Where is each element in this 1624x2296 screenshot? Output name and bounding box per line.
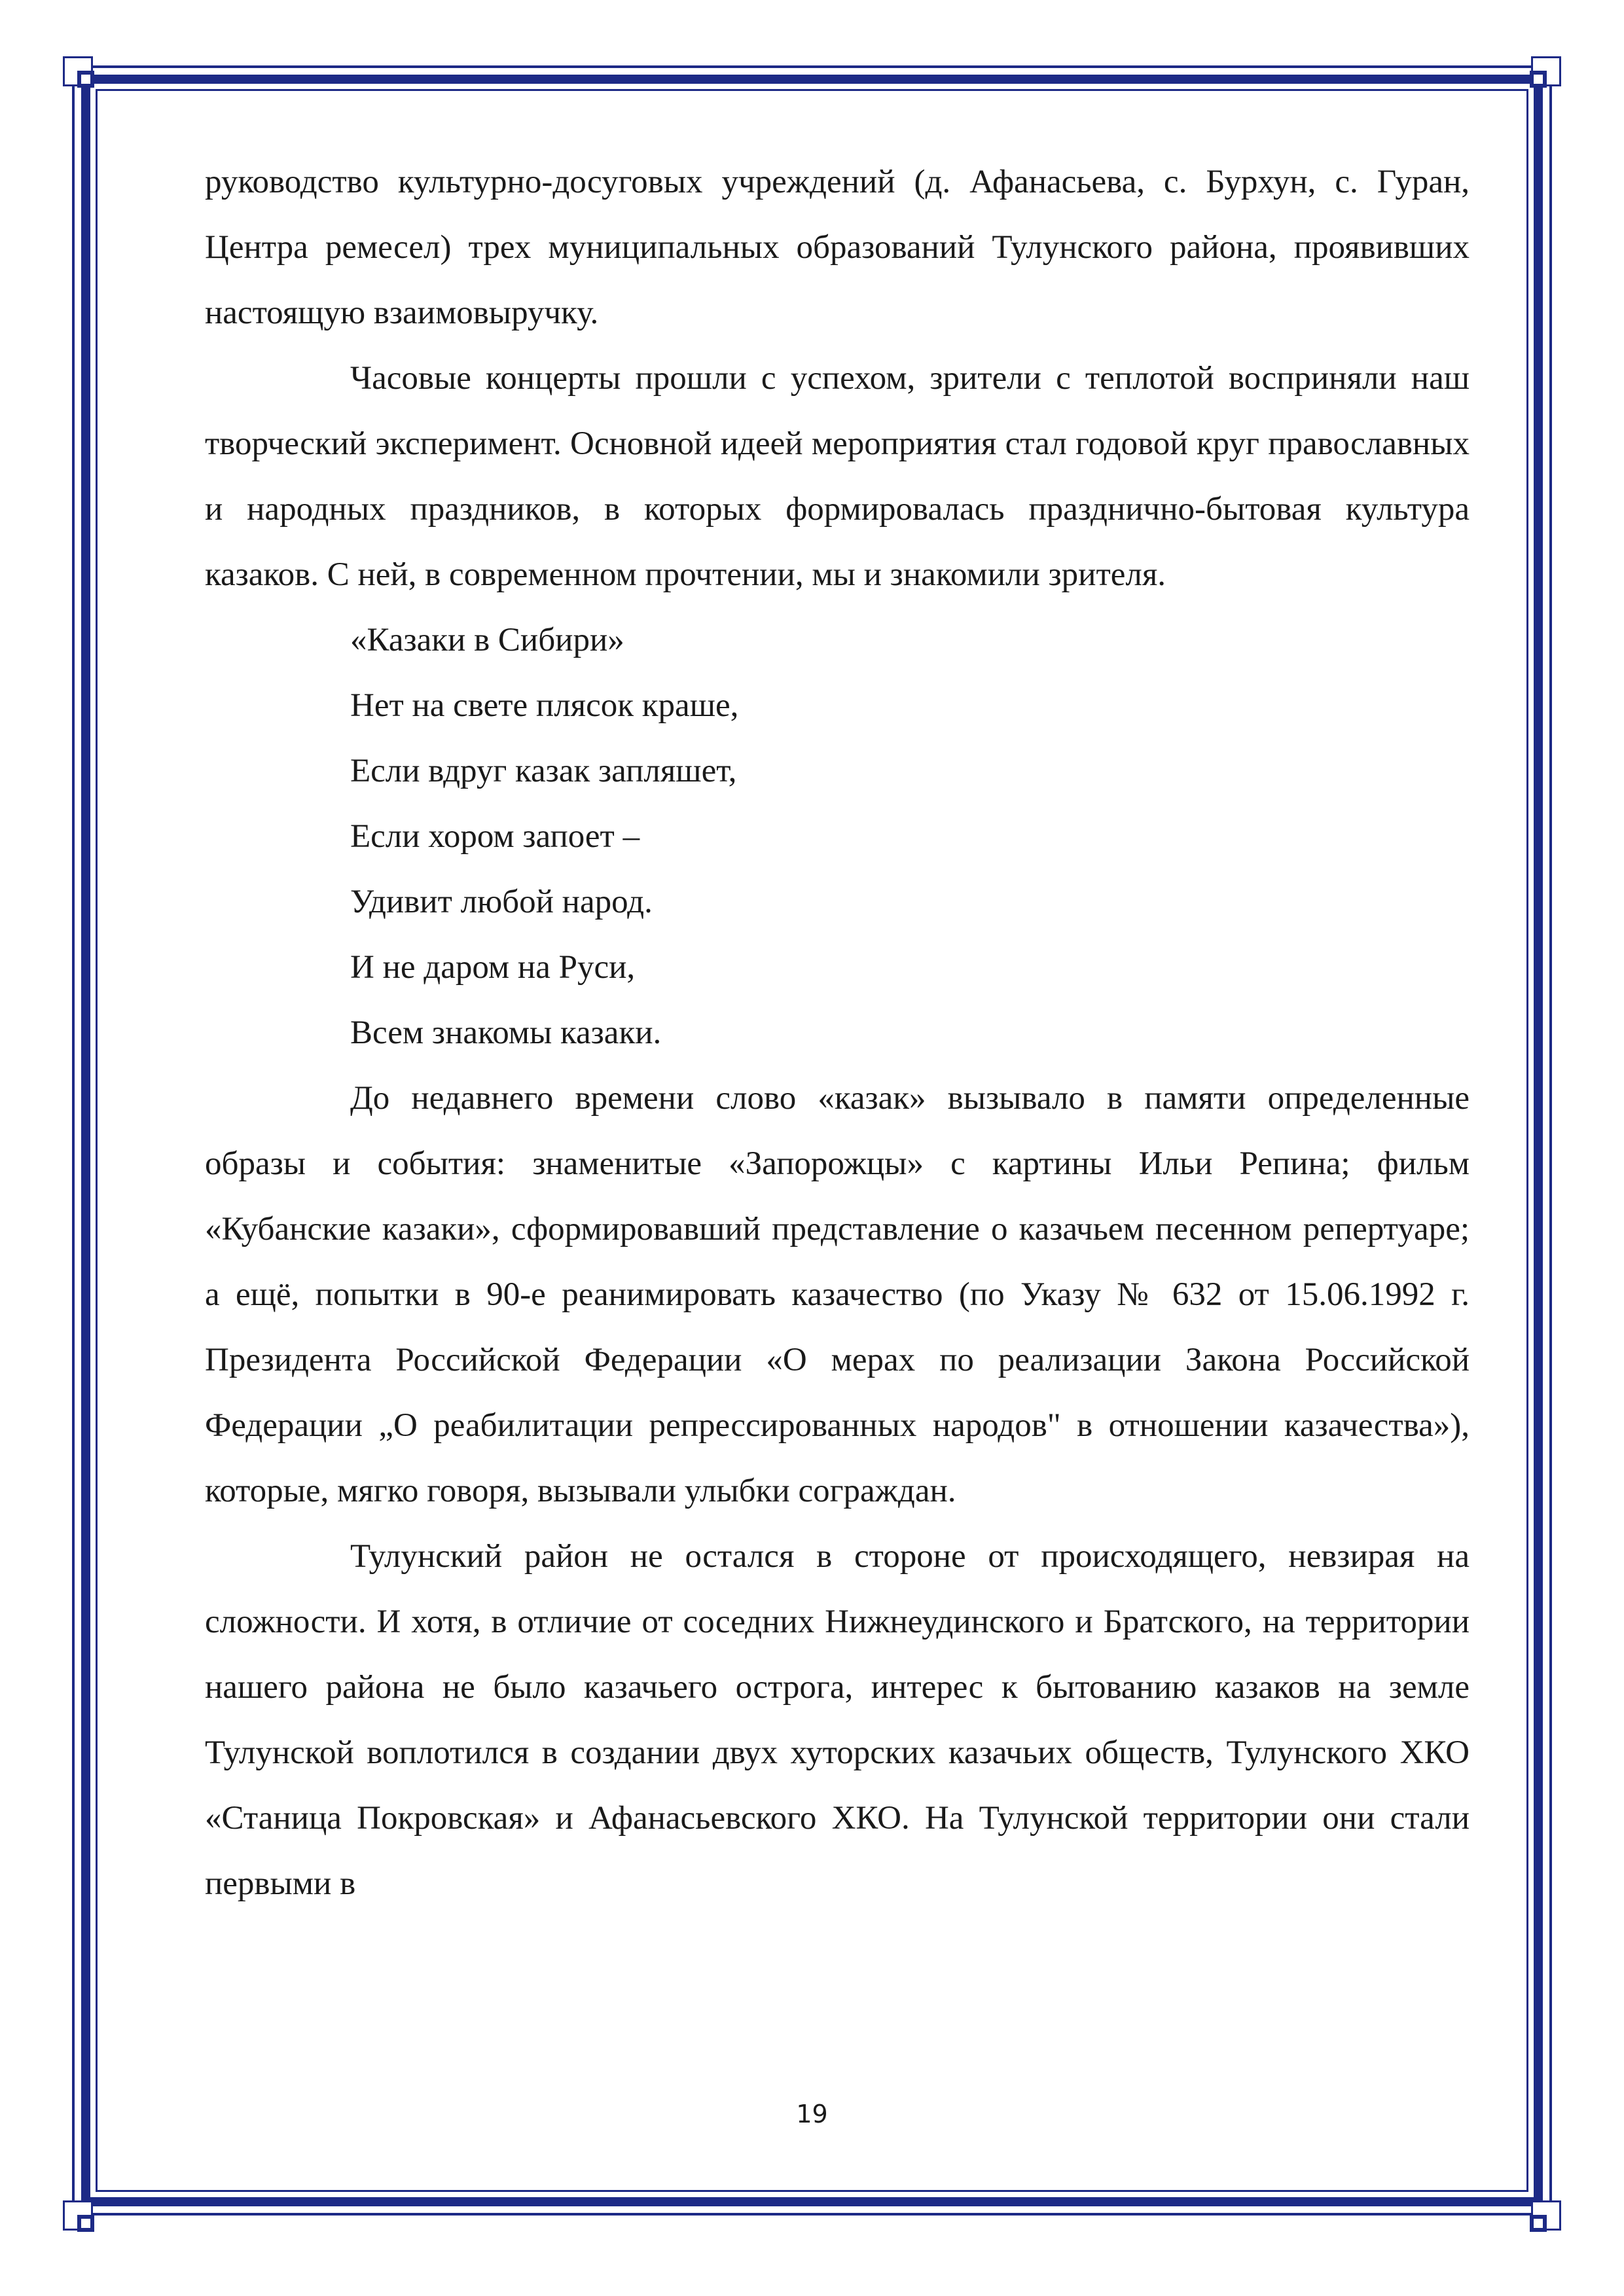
paragraph-continued: руководство культурно-досуговых учреждений (д. Афанасьева, с. Бурхун, с. Гуран, Центра ремесел) трех муниципальных образований Тулунского района, проявивших настоящую взаимовыручку. [205,164,1470,331]
page-number: 19 [796,2100,828,2128]
paragraph: Часовые концерты прошли с успехом, зрители с теплотой восприняли наш творческий эксперимент. Основной идеей мероприятия стал годовой круг православных и народных праздников, в которых формировалась празднично-бытовая культура казаков. С ней, в современном прочтении, мы и знакомили зрителя. [205,360,1470,593]
verse-line: Если вдруг казак запляшет, [350,753,737,789]
verse-line: Если хором запоет – [350,818,640,855]
frame-corner-ornament-top-left [63,56,102,96]
verse-title: «Казаки в Сибири» [350,622,624,658]
verse-line: Удивит любой народ. [350,884,653,920]
page-body [205,149,1470,1916]
frame-corner-ornament-top-right [1522,56,1561,96]
frame-corner-ornament-bottom-right [1522,2200,1561,2240]
verse-line: Всем знакомы казаки. [350,1014,662,1051]
verse-line: Нет на свете плясок краше, [350,687,739,724]
paragraph: Тулунский район не остался в стороне от происходящего, невзирая на сложности. И хотя, в отличие от соседних Нижнеудинского и Братского, на территории нашего района не было казачьего острога, интерес к бытованию казаков на земле Тулунской воплотился в создании двух хуторских казачьих обществ, Тулунского ХКО «Станица Покровская» и Афанасьевского ХКО. На Тулунской территории они стали первыми в [205,1538,1470,1902]
verse-line: И не даром на Руси, [350,949,636,986]
paragraph: До недавнего времени слово «казак» вызывало в памяти определенные образы и события: знаменитые «Запорожцы» с картины Ильи Репина; фильм «Кубанские казаки», сформировавший представление о казачьем песенном репертуаре; а ещё, попытки в 90-е реанимировать казачество (по Указу № 632 от 15.06.1992 г. Президента Российской Федерации «О мерах по реализации Закона Российской Федерации „О реабилитации репрессированных народов" в отношении казачества»), которые, мягко говоря, вызывали улыбки сограждан. [205,1080,1470,1509]
frame-corner-ornament-bottom-left [63,2200,102,2240]
verse-block [205,607,1470,1066]
